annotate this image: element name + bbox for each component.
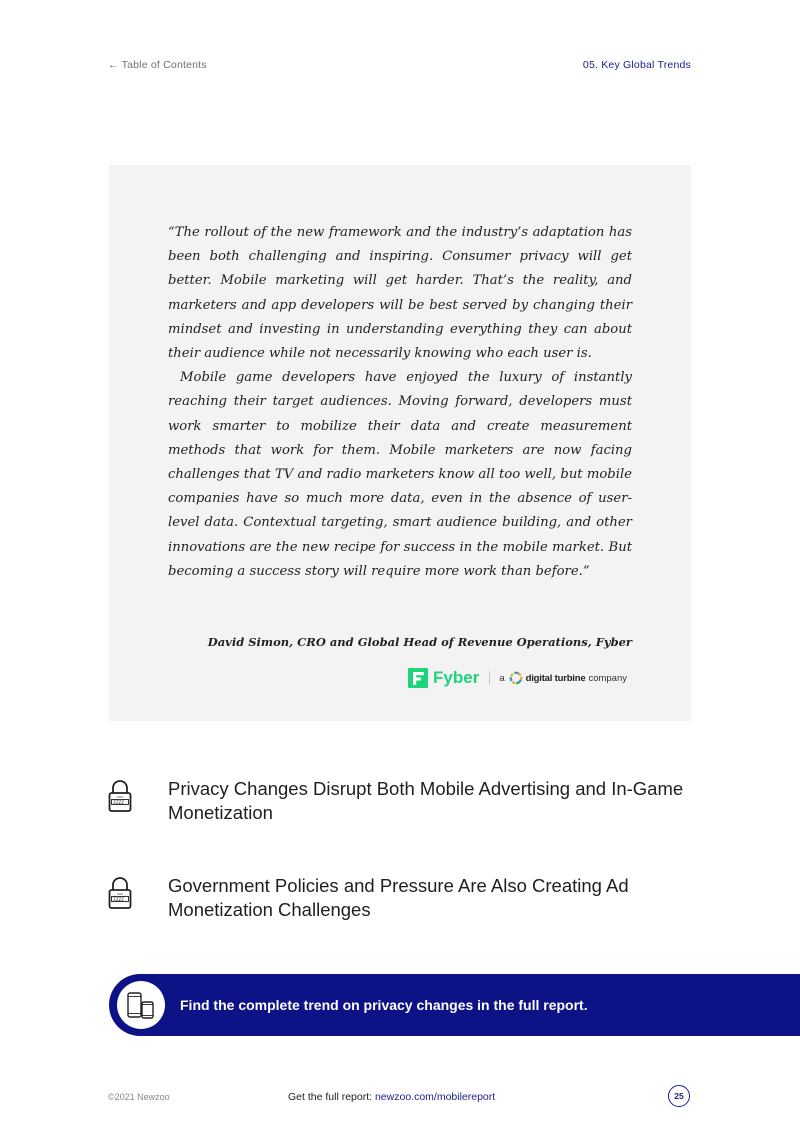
page-number: 25: [668, 1085, 690, 1107]
logo-divider: [489, 671, 490, 685]
trend-item[interactable]: [108, 777, 688, 825]
digital-turbine-icon: [509, 671, 523, 685]
table-of-contents-link[interactable]: ← Table of Contents: [108, 59, 207, 71]
devices-icon: [124, 988, 158, 1022]
quote-paragraph: “The rollout of the new framework and the industry’s adaptation has been both challenging and inspiring. Consumer privacy will get better. Mobile marketing will get harder. That’s the reality, and marketers and app developers will be best served by changing their mindset and investing in understanding everything they can about their audience while not necessarily knowing who each user is.: [168, 225, 632, 362]
logo-prefix: a: [499, 672, 505, 684]
digital-turbine-wordmark: digital turbine: [525, 672, 586, 684]
report-url-link[interactable]: newzoo.com/mobilereport: [374, 1091, 496, 1103]
section-breadcrumb[interactable]: 05. Key Global Trends: [582, 59, 691, 71]
fyber-logo: [408, 665, 627, 691]
lock-icon: [108, 876, 132, 910]
trend-title: Government Policies and Pressure Are Also Creating Ad Monetization Challenges: [168, 875, 629, 920]
banner-text: Find the complete trend on privacy changes in the full report.: [180, 997, 588, 1013]
banner-icon-circle: [117, 981, 165, 1029]
lock-icon: [108, 779, 132, 813]
quote-text: [168, 221, 632, 584]
trend-title: Privacy Changes Disrupt Both Mobile Advertising and In-Game Monetization: [168, 778, 684, 823]
trend-item[interactable]: [108, 874, 688, 922]
quote-attribution: David Simon, CRO and Global Head of Revenue Operations, Fyber: [207, 635, 632, 649]
full-report-banner[interactable]: [109, 974, 800, 1036]
report-label: Get the full report:: [288, 1091, 373, 1103]
report-line: [288, 1091, 495, 1103]
quote-box: [109, 165, 691, 721]
svg-text:ZZZZ: ZZZZ: [113, 898, 124, 903]
quote-paragraph: Mobile game developers have enjoyed the luxury of instantly reaching their target audiences. Moving forward, developers must work smarter to mobilize their data and create measurement methods that work for them. Mobile marketers are now facing challenges that TV and radio marketers know all too well, but mobile companies have so much more data, even in the absence of user-level data. Contextual targeting, smart audience building, and other innovations are the new recipe for success in the mobile market. But becoming a success story will require more work than before.”: [168, 370, 632, 579]
fyber-logo-icon: [408, 668, 428, 688]
copyright: ©2021 Newzoo: [108, 1092, 170, 1102]
logo-suffix: company: [588, 672, 627, 684]
svg-text:ZZZZ: ZZZZ: [113, 801, 124, 806]
fyber-wordmark: Fyber: [433, 668, 480, 687]
